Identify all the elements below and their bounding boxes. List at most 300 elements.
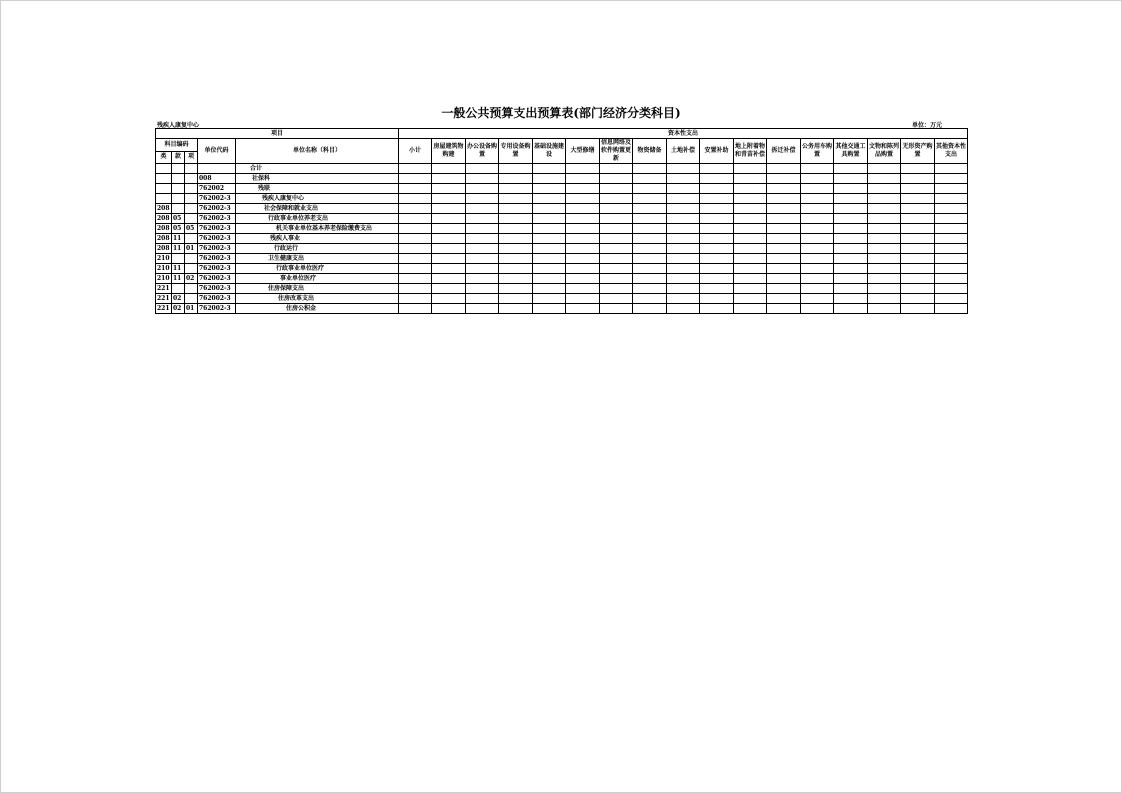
- table-row: [156, 224, 968, 234]
- amount-cell: [566, 274, 600, 284]
- amount-cell: [399, 274, 432, 284]
- kuan-cell: [172, 254, 185, 264]
- amount-cell: [935, 304, 968, 314]
- amount-cell: [868, 264, 901, 274]
- amount-cell: [801, 164, 834, 174]
- amount-cell: [801, 254, 834, 264]
- lei-cell: 208: [157, 215, 170, 222]
- table-row: [156, 164, 968, 174]
- amount-cell: [734, 204, 767, 214]
- amount-cell: [667, 264, 700, 274]
- table-row: [156, 284, 968, 294]
- amount-cell: [533, 304, 566, 314]
- amount-cell: [700, 164, 734, 174]
- amount-cell: [935, 244, 968, 254]
- amount-cell: [499, 274, 533, 284]
- amount-cell: [533, 214, 566, 224]
- amount-cell: [801, 184, 834, 194]
- amount-cell: [700, 254, 734, 264]
- capital-col-header: 其他资本性支出: [935, 139, 968, 164]
- lei-cell: 221: [157, 285, 170, 292]
- amount-cell: [633, 164, 667, 174]
- budget-table: [155, 128, 968, 314]
- unit-code-cell: 762002-3: [198, 194, 236, 204]
- lei-cell: [156, 164, 172, 174]
- amount-cell: [868, 234, 901, 244]
- amount-cell: [600, 234, 633, 244]
- unit-code-cell: 762002-3: [198, 204, 236, 214]
- amount-cell: [432, 284, 466, 294]
- unit-code-cell: 762002-3: [198, 274, 236, 284]
- amount-cell: [566, 254, 600, 264]
- table-row: [156, 264, 968, 274]
- amount-cell: [901, 284, 935, 294]
- unit-code-cell: [198, 164, 236, 174]
- amount-cell: [432, 264, 466, 274]
- lei-cell: 210: [157, 275, 170, 282]
- amount-cell: [734, 164, 767, 174]
- capital-col-header: 信息网络及软件购置更新: [601, 139, 632, 162]
- subject-name-cell: 行政运行: [236, 244, 399, 254]
- amount-cell: [399, 224, 432, 234]
- amount-cell: [533, 204, 566, 214]
- amount-cell: [432, 304, 466, 314]
- amount-cell: [834, 284, 868, 294]
- amount-cell: [901, 224, 935, 234]
- amount-cell: [734, 284, 767, 294]
- subject-name-cell: 事业单位医疗: [236, 274, 399, 284]
- subject-name-cell: 残联: [236, 184, 399, 194]
- amount-cell: [868, 174, 901, 184]
- lei-cell: [156, 184, 172, 194]
- amount-cell: [600, 224, 633, 234]
- amount-cell: [700, 274, 734, 284]
- amount-cell: [566, 164, 600, 174]
- amount-cell: [834, 194, 868, 204]
- amount-cell: [767, 294, 801, 304]
- lei-header: 类: [156, 151, 172, 164]
- amount-cell: [566, 284, 600, 294]
- table-row: [156, 244, 968, 254]
- amount-cell: [767, 254, 801, 264]
- amount-cell: [700, 244, 734, 254]
- amount-cell: [499, 194, 533, 204]
- amount-cell: [399, 304, 432, 314]
- amount-cell: [466, 224, 499, 234]
- amount-cell: [633, 174, 667, 184]
- amount-cell: [466, 304, 499, 314]
- amount-cell: [767, 304, 801, 314]
- lei-cell: 221: [157, 305, 170, 312]
- amount-cell: [734, 254, 767, 264]
- kuan-cell: [172, 204, 185, 214]
- amount-cell: [700, 264, 734, 274]
- amount-cell: [834, 164, 868, 174]
- unit-code-cell: 762002-3: [198, 284, 236, 294]
- amount-cell: [801, 284, 834, 294]
- amount-cell: [566, 264, 600, 274]
- amount-cell: [399, 164, 432, 174]
- amount-cell: [533, 194, 566, 204]
- xiang-cell: [185, 184, 198, 194]
- xiang-cell: [185, 194, 198, 204]
- amount-cell: [667, 234, 700, 244]
- lei-cell: 221: [157, 295, 170, 302]
- amount-cell: [432, 174, 466, 184]
- amount-cell: [901, 274, 935, 284]
- amount-cell: [667, 244, 700, 254]
- capital-group-header: 资本性支出: [399, 129, 968, 139]
- amount-cell: [734, 234, 767, 244]
- amount-cell: [633, 304, 667, 314]
- amount-cell: [466, 164, 499, 174]
- amount-cell: [499, 244, 533, 254]
- amount-cell: [533, 224, 566, 234]
- amount-cell: [901, 184, 935, 194]
- subject-name-cell: 卫生健康支出: [236, 254, 399, 264]
- header-row-columns: [156, 139, 968, 152]
- amount-cell: [533, 284, 566, 294]
- amount-cell: [533, 294, 566, 304]
- amount-cell: [633, 264, 667, 274]
- amount-cell: [935, 254, 968, 264]
- amount-cell: [633, 234, 667, 244]
- amount-cell: [399, 284, 432, 294]
- amount-cell: [432, 184, 466, 194]
- amount-cell: [700, 284, 734, 294]
- amount-cell: [466, 254, 499, 264]
- subject-name-cell: 住房保障支出: [236, 284, 399, 294]
- amount-cell: [901, 194, 935, 204]
- document-title: 一般公共预算支出预算表(部门经济分类科目): [441, 106, 681, 120]
- amount-cell: [499, 184, 533, 194]
- amount-cell: [466, 234, 499, 244]
- subject-name-cell: 行政事业单位医疗: [236, 264, 399, 274]
- amount-cell: [667, 204, 700, 214]
- amount-cell: [667, 174, 700, 184]
- subject-name-cell: 合计: [236, 164, 399, 174]
- amount-cell: [499, 284, 533, 294]
- amount-cell: [801, 304, 834, 314]
- amount-cell: [935, 274, 968, 284]
- table-row: [156, 294, 968, 304]
- table-row: [156, 174, 968, 184]
- amount-cell: [901, 294, 935, 304]
- lei-cell: 208: [157, 205, 170, 212]
- kuan-cell: [172, 184, 185, 194]
- unit-code-cell: 762002-3: [198, 214, 236, 224]
- amount-cell: [767, 174, 801, 184]
- amount-cell: [600, 294, 633, 304]
- xiang-cell: [185, 294, 198, 304]
- amount-cell: [868, 294, 901, 304]
- amount-cell: [734, 214, 767, 224]
- amount-cell: [399, 294, 432, 304]
- subject-name-cell: 残疾人事业: [236, 234, 399, 244]
- kuan-cell: 11: [172, 234, 185, 244]
- subject-name-cell: 住房改革支出: [236, 294, 399, 304]
- capital-col-header: 房屋建筑物购建: [432, 139, 466, 164]
- amount-cell: [868, 304, 901, 314]
- amount-cell: [834, 254, 868, 264]
- xiang-cell: [185, 204, 198, 214]
- lei-cell: 208: [157, 235, 170, 242]
- header-row-group: [156, 129, 968, 139]
- amount-cell: [633, 254, 667, 264]
- subject-name-cell: 机关事业单位基本养老保险缴费支出: [236, 224, 399, 234]
- xiang-cell: 02: [185, 274, 198, 284]
- subject-name-cell: 社保科: [236, 174, 399, 184]
- amount-cell: [734, 304, 767, 314]
- capital-col-header: 文物和陈列品购置: [868, 139, 901, 164]
- subject-name-cell: 残疾人康复中心: [236, 194, 399, 204]
- amount-cell: [499, 164, 533, 174]
- amount-cell: [901, 164, 935, 174]
- amount-cell: [566, 224, 600, 234]
- amount-cell: [399, 174, 432, 184]
- xiang-cell: 05: [185, 224, 198, 234]
- amount-cell: [935, 234, 968, 244]
- amount-cell: [566, 174, 600, 184]
- amount-cell: [767, 204, 801, 214]
- capital-col-header: 安置补助: [700, 139, 734, 164]
- amount-cell: [868, 254, 901, 264]
- amount-cell: [533, 264, 566, 274]
- xiang-cell: [185, 164, 198, 174]
- amount-cell: [432, 274, 466, 284]
- amount-cell: [834, 224, 868, 234]
- amount-cell: [466, 194, 499, 204]
- amount-cell: [935, 294, 968, 304]
- amount-cell: [667, 184, 700, 194]
- amount-cell: [466, 294, 499, 304]
- amount-cell: [600, 274, 633, 284]
- amount-cell: [935, 164, 968, 174]
- lei-cell: 208: [157, 225, 170, 232]
- amount-cell: [466, 264, 499, 274]
- amount-cell: [399, 254, 432, 264]
- unit-code-cell: 762002-3: [198, 264, 236, 274]
- capital-col-header: 拆迁补偿: [767, 139, 801, 164]
- capital-col-header: 办公设备购置: [466, 139, 499, 164]
- amount-cell: [667, 274, 700, 284]
- amount-cell: [834, 274, 868, 284]
- amount-cell: [801, 294, 834, 304]
- amount-cell: [734, 294, 767, 304]
- amount-cell: [767, 164, 801, 174]
- amount-cell: [901, 234, 935, 244]
- amount-cell: [667, 214, 700, 224]
- capital-col-header: 专用设备购置: [499, 139, 533, 164]
- amount-cell: [868, 224, 901, 234]
- table-row: [156, 274, 968, 284]
- amount-cell: [466, 204, 499, 214]
- amount-cell: [633, 204, 667, 214]
- unit-code-cell: 762002: [198, 184, 236, 194]
- amount-cell: [633, 214, 667, 224]
- unit-code-header: 单位代码: [198, 139, 236, 164]
- amount-cell: [868, 164, 901, 174]
- amount-cell: [667, 194, 700, 204]
- amount-cell: [600, 194, 633, 204]
- amount-cell: [901, 174, 935, 184]
- amount-cell: [533, 234, 566, 244]
- amount-cell: [600, 254, 633, 264]
- amount-cell: [432, 234, 466, 244]
- amount-cell: [667, 164, 700, 174]
- amount-cell: [901, 264, 935, 274]
- amount-cell: [566, 304, 600, 314]
- unit-code-cell: 762002-3: [198, 224, 236, 234]
- subject-name-cell: 社会保障和就业支出: [236, 204, 399, 214]
- unit-code-cell: 762002-3: [198, 254, 236, 264]
- amount-cell: [901, 214, 935, 224]
- kuan-cell: 05: [172, 224, 185, 234]
- amount-cell: [767, 284, 801, 294]
- amount-cell: [901, 204, 935, 214]
- amount-cell: [432, 244, 466, 254]
- amount-cell: [399, 264, 432, 274]
- amount-cell: [533, 244, 566, 254]
- amount-cell: [533, 254, 566, 264]
- amount-cell: [767, 274, 801, 284]
- reporting-unit-name: 残疾人康复中心: [157, 122, 200, 129]
- table-row: [156, 254, 968, 264]
- amount-cell: [499, 234, 533, 244]
- amount-cell: [801, 244, 834, 254]
- amount-cell: [734, 264, 767, 274]
- amount-cell: [600, 174, 633, 184]
- amount-cell: [734, 224, 767, 234]
- amount-cell: [633, 294, 667, 304]
- project-group-header: 项目: [156, 129, 399, 139]
- amount-cell: [935, 174, 968, 184]
- amount-cell: [868, 244, 901, 254]
- lei-cell: [156, 194, 172, 204]
- amount-cell: [432, 294, 466, 304]
- amount-cell: [734, 244, 767, 254]
- amount-cell: [767, 194, 801, 204]
- amount-cell: [734, 174, 767, 184]
- amount-cell: [767, 184, 801, 194]
- amount-cell: [868, 274, 901, 284]
- amount-cell: [935, 284, 968, 294]
- amount-cell: [834, 244, 868, 254]
- amount-cell: [801, 204, 834, 214]
- xiang-cell: [185, 254, 198, 264]
- kuan-cell: [172, 174, 185, 184]
- amount-cell: [935, 184, 968, 194]
- amount-cell: [935, 264, 968, 274]
- amount-cell: [566, 194, 600, 204]
- amount-cell: [533, 164, 566, 174]
- xiang-cell: [185, 264, 198, 274]
- amount-cell: [499, 174, 533, 184]
- amount-cell: [935, 194, 968, 204]
- kuan-cell: 11: [172, 274, 185, 284]
- table-row: [156, 304, 968, 314]
- amount-cell: [566, 244, 600, 254]
- capital-col-header: 大型修缮: [566, 139, 600, 164]
- amount-cell: [767, 234, 801, 244]
- unit-code-cell: 762002-3: [198, 244, 236, 254]
- amount-cell: [767, 224, 801, 234]
- amount-cell: [499, 304, 533, 314]
- lei-cell: 210: [157, 255, 170, 262]
- table-row: [156, 194, 968, 204]
- amount-cell: [801, 214, 834, 224]
- amount-cell: [399, 234, 432, 244]
- amount-cell: [399, 204, 432, 214]
- amount-cell: [734, 194, 767, 204]
- capital-col-header: 其他交通工具购置: [834, 139, 868, 164]
- unit-code-cell: 762002-3: [198, 294, 236, 304]
- amount-cell: [868, 214, 901, 224]
- lei-cell: 210: [157, 265, 170, 272]
- amount-cell: [700, 214, 734, 224]
- kuan-cell: 02: [172, 294, 185, 304]
- subject-name-cell: 住房公积金: [236, 304, 399, 314]
- amount-cell: [432, 194, 466, 204]
- amount-cell: [600, 214, 633, 224]
- xiang-cell: 01: [185, 304, 198, 314]
- capital-col-header: 公务用车购置: [801, 139, 834, 164]
- amount-cell: [868, 194, 901, 204]
- amount-cell: [868, 204, 901, 214]
- kuan-cell: [172, 164, 185, 174]
- amount-cell: [499, 294, 533, 304]
- capital-col-header: 地上附着物和青苗补偿: [734, 139, 767, 164]
- amount-cell: [432, 254, 466, 264]
- capital-col-header: 物资储备: [633, 139, 667, 164]
- amount-cell: [667, 224, 700, 234]
- amount-cell: [700, 234, 734, 244]
- xiang-cell: [185, 284, 198, 294]
- amount-cell: [566, 204, 600, 214]
- amount-cell: [633, 284, 667, 294]
- kuan-cell: 11: [172, 264, 185, 274]
- amount-cell: [566, 294, 600, 304]
- amount-cell: [700, 174, 734, 184]
- amount-cell: [533, 274, 566, 284]
- amount-cell: [466, 214, 499, 224]
- currency-unit-label: 单位：万元: [912, 122, 943, 129]
- amount-cell: [533, 174, 566, 184]
- amount-cell: [935, 224, 968, 234]
- amount-cell: [734, 274, 767, 284]
- amount-cell: [499, 254, 533, 264]
- subject-code-header: 科目编码: [156, 139, 198, 152]
- capital-col-header: 无形资产购置: [901, 139, 935, 164]
- amount-cell: [734, 184, 767, 194]
- amount-cell: [767, 264, 801, 274]
- xiang-cell: [185, 214, 198, 224]
- amount-cell: [432, 214, 466, 224]
- amount-cell: [466, 284, 499, 294]
- amount-cell: [499, 264, 533, 274]
- kuan-header: 款: [172, 151, 185, 164]
- amount-cell: [399, 214, 432, 224]
- amount-cell: [633, 274, 667, 284]
- kuan-cell: 11: [172, 244, 185, 254]
- table-row: [156, 214, 968, 224]
- unit-code-cell: 762002-3: [198, 234, 236, 244]
- amount-cell: [399, 194, 432, 204]
- lei-cell: [156, 174, 172, 184]
- amount-cell: [600, 184, 633, 194]
- amount-cell: [935, 214, 968, 224]
- amount-cell: [466, 274, 499, 284]
